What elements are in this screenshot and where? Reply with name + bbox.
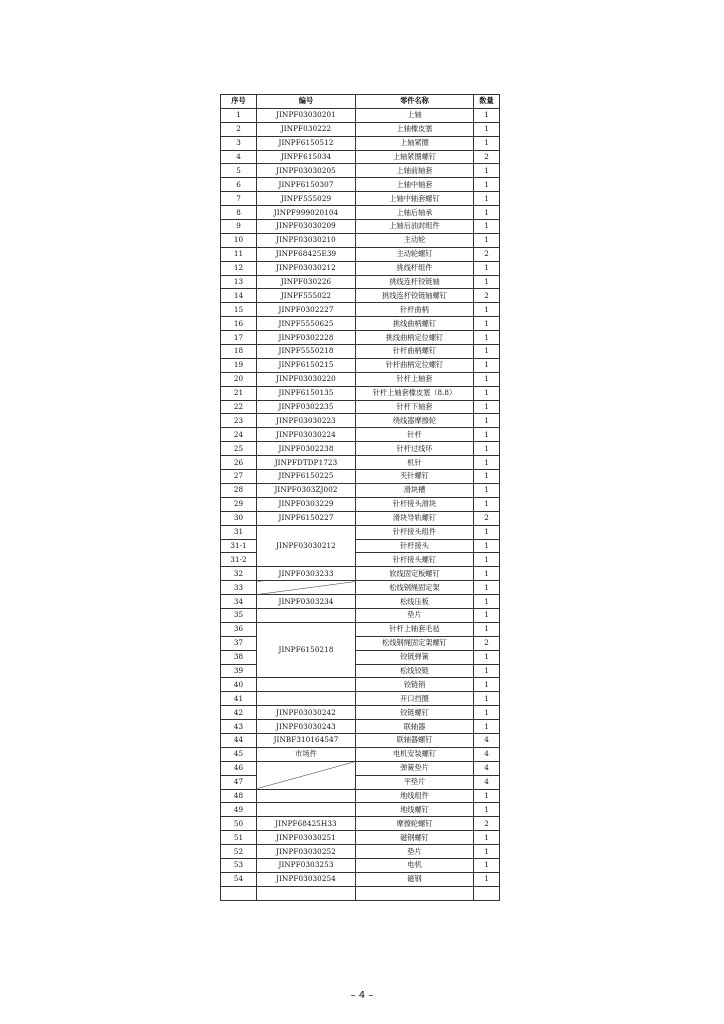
cell-part-name: 针杆下轴套 <box>356 400 474 414</box>
cell-code: JINPF0303234 <box>257 595 356 609</box>
cell-quantity: 1 <box>474 678 500 692</box>
cell-serial: 27 <box>221 470 257 484</box>
table-row <box>221 414 500 428</box>
cell-serial: 15 <box>221 303 257 317</box>
cell-part-name: 上轴紧圈 <box>356 136 474 150</box>
cell-code: JINPF03030252 <box>257 845 356 859</box>
cell-quantity: 4 <box>474 761 500 775</box>
cell-quantity: 4 <box>474 733 500 747</box>
table-header-row <box>221 95 500 109</box>
cell-serial: 30 <box>221 511 257 525</box>
cell-serial: 36 <box>221 622 257 636</box>
cell-part-name: 挑线曲柄定位螺钉 <box>356 331 474 345</box>
cell-quantity: 1 <box>474 275 500 289</box>
cell-code <box>257 608 356 622</box>
cell-part-name: 机针 <box>356 456 474 470</box>
cell-quantity: 1 <box>474 803 500 817</box>
table-row <box>221 164 500 178</box>
cell-part-name: 弹簧垫片 <box>356 761 474 775</box>
cell-code <box>257 678 356 692</box>
cell-quantity: 1 <box>474 456 500 470</box>
cell-quantity: 1 <box>474 622 500 636</box>
cell-code: JINPF030222 <box>257 122 356 136</box>
cell-quantity: 1 <box>474 178 500 192</box>
cell-serial: 39 <box>221 664 257 678</box>
table-row <box>221 372 500 386</box>
cell-serial: 42 <box>221 706 257 720</box>
cell-part-name: 针杆 <box>356 428 474 442</box>
cell-quantity: 1 <box>474 358 500 372</box>
cell-code: JINPF03030254 <box>257 872 356 886</box>
cell-serial: 19 <box>221 358 257 372</box>
cell-part-name: 上轴中轴套螺钉 <box>356 192 474 206</box>
cell-code <box>257 803 356 817</box>
cell-serial: 10 <box>221 233 257 247</box>
cell-quantity: 1 <box>474 233 500 247</box>
cell-code: JINPFDTDP1723 <box>257 456 356 470</box>
cell-quantity: 1 <box>474 664 500 678</box>
cell-quantity: 1 <box>474 706 500 720</box>
cell-serial: 40 <box>221 678 257 692</box>
cell-quantity: 2 <box>474 289 500 303</box>
cell-empty <box>221 886 257 900</box>
cell-code: JINPF03030212 <box>257 525 356 567</box>
table-row-empty <box>221 886 500 900</box>
cell-serial: 53 <box>221 858 257 872</box>
cell-code: JINPF6150225 <box>257 470 356 484</box>
cell-code: JINPF6150215 <box>257 358 356 372</box>
cell-part-name: 地线螺钉 <box>356 803 474 817</box>
cell-code: JINPF03030251 <box>257 831 356 845</box>
table-row <box>221 789 500 803</box>
cell-empty <box>257 886 356 900</box>
parts-list <box>220 94 499 901</box>
table-row <box>221 831 500 845</box>
cell-part-name: 磁钢螺钉 <box>356 831 474 845</box>
cell-quantity: 1 <box>474 831 500 845</box>
cell-quantity: 2 <box>474 636 500 650</box>
cell-serial: 22 <box>221 400 257 414</box>
cell-serial: 45 <box>221 747 257 761</box>
cell-quantity: 1 <box>474 400 500 414</box>
table-row <box>221 456 500 470</box>
cell-code: JINPF0302227 <box>257 303 356 317</box>
cell-quantity: 1 <box>474 261 500 275</box>
cell-part-name: 松线铰链 <box>356 664 474 678</box>
cell-code: JINPF03030212 <box>257 261 356 275</box>
cell-part-name: 松线钢绳固定架螺钉 <box>356 636 474 650</box>
cell-serial: 26 <box>221 456 257 470</box>
cell-code: JINPF6150307 <box>257 178 356 192</box>
cell-serial: 43 <box>221 720 257 734</box>
cell-quantity: 1 <box>474 497 500 511</box>
cell-quantity: 1 <box>474 192 500 206</box>
cell-part-name: 联轴器螺钉 <box>356 733 474 747</box>
cell-serial: 1 <box>221 108 257 122</box>
cell-serial: 16 <box>221 317 257 331</box>
cell-serial: 24 <box>221 428 257 442</box>
cell-serial: 17 <box>221 331 257 345</box>
cell-code: JINPF615034 <box>257 150 356 164</box>
cell-part-name: 松线钢绳固定架 <box>356 581 474 595</box>
cell-serial: 4 <box>221 150 257 164</box>
cell-code <box>257 789 356 803</box>
cell-part-name: 滑块导轨螺钉 <box>356 511 474 525</box>
cell-serial: 38 <box>221 650 257 664</box>
cell-quantity: 2 <box>474 817 500 831</box>
cell-part-name: 针杆上轴套 <box>356 372 474 386</box>
table-row <box>221 206 500 220</box>
cell-quantity: 1 <box>474 414 500 428</box>
cell-code: JINPF68425E39 <box>257 247 356 261</box>
cell-code: JINPF0303253 <box>257 858 356 872</box>
cell-serial: 20 <box>221 372 257 386</box>
table-row <box>221 567 500 581</box>
cell-part-name: 电机 <box>356 858 474 872</box>
cell-quantity: 1 <box>474 206 500 220</box>
cell-part-name: 上轴橡皮塞 <box>356 122 474 136</box>
cell-part-name: 夹针螺钉 <box>356 470 474 484</box>
cell-quantity: 1 <box>474 372 500 386</box>
cell-quantity: 1 <box>474 220 500 234</box>
cell-part-name: 铰链螺钉 <box>356 706 474 720</box>
cell-serial: 11 <box>221 247 257 261</box>
cell-quantity: 1 <box>474 720 500 734</box>
table-row <box>221 358 500 372</box>
cell-part-name: 针杆接头 <box>356 539 474 553</box>
cell-part-name: 针杆曲柄定位螺钉 <box>356 358 474 372</box>
cell-quantity: 1 <box>474 442 500 456</box>
cell-quantity: 1 <box>474 692 500 706</box>
cell-serial: 54 <box>221 872 257 886</box>
cell-quantity: 2 <box>474 511 500 525</box>
cell-quantity: 1 <box>474 650 500 664</box>
cell-code <box>257 692 356 706</box>
header-part-name: 零件名称 <box>356 95 474 109</box>
cell-quantity: 1 <box>474 108 500 122</box>
header-code: 编号 <box>257 95 356 109</box>
table-row <box>221 858 500 872</box>
cell-serial: 12 <box>221 261 257 275</box>
cell-part-name: 滑块槽 <box>356 483 474 497</box>
cell-code: JINPF5550625 <box>257 317 356 331</box>
table-row <box>221 720 500 734</box>
header-quantity: 数量 <box>474 95 500 109</box>
cell-part-name: 针杆曲柄 <box>356 303 474 317</box>
cell-code: 市场件 <box>257 747 356 761</box>
cell-quantity: 2 <box>474 247 500 261</box>
table-row <box>221 608 500 622</box>
table-row <box>221 108 500 122</box>
parts-table <box>220 94 500 901</box>
table-row <box>221 220 500 234</box>
cell-serial: 46 <box>221 761 257 775</box>
cell-serial: 31 <box>221 525 257 539</box>
cell-serial: 29 <box>221 497 257 511</box>
cell-part-name: 地线组件 <box>356 789 474 803</box>
cell-serial: 25 <box>221 442 257 456</box>
cell-serial: 18 <box>221 345 257 359</box>
cell-code: JINPF68425H33 <box>257 817 356 831</box>
cell-code: JINPF03030242 <box>257 706 356 720</box>
cell-part-name: 松线压板 <box>356 595 474 609</box>
cell-quantity: 4 <box>474 775 500 789</box>
cell-serial: 35 <box>221 608 257 622</box>
cell-part-name: 主动轮 <box>356 233 474 247</box>
cell-serial: 47 <box>221 775 257 789</box>
cell-code: JINPF5550218 <box>257 345 356 359</box>
cell-code: JINPF999020104 <box>257 206 356 220</box>
cell-serial: 48 <box>221 789 257 803</box>
cell-code: JINPF555029 <box>257 192 356 206</box>
cell-serial: 6 <box>221 178 257 192</box>
cell-part-name: 上轴中轴套 <box>356 178 474 192</box>
table-row <box>221 289 500 303</box>
table-row <box>221 150 500 164</box>
cell-serial: 32 <box>221 567 257 581</box>
cell-code: JINPF0302228 <box>257 331 356 345</box>
cell-quantity: 4 <box>474 747 500 761</box>
cell-code: JINPF03030243 <box>257 720 356 734</box>
cell-serial: 9 <box>221 220 257 234</box>
cell-part-name: 上轴后轴承 <box>356 206 474 220</box>
table-row <box>221 470 500 484</box>
table-row <box>221 247 500 261</box>
cell-part-name: 针杆曲柄螺钉 <box>356 345 474 359</box>
cell-part-name: 软线固定板螺钉 <box>356 567 474 581</box>
cell-code: JINPF0303233 <box>257 567 356 581</box>
cell-code: JINPF03030220 <box>257 372 356 386</box>
cell-serial: 33 <box>221 581 257 595</box>
header-serial: 序号 <box>221 95 257 109</box>
table-row <box>221 692 500 706</box>
cell-quantity: 1 <box>474 164 500 178</box>
table-row <box>221 136 500 150</box>
table-row <box>221 428 500 442</box>
cell-code <box>257 761 356 789</box>
cell-quantity: 1 <box>474 428 500 442</box>
table-row <box>221 192 500 206</box>
table-row <box>221 345 500 359</box>
cell-quantity: 1 <box>474 539 500 553</box>
cell-quantity: 1 <box>474 789 500 803</box>
cell-code: JINPF030226 <box>257 275 356 289</box>
table-row <box>221 483 500 497</box>
cell-part-name: 联轴器 <box>356 720 474 734</box>
cell-part-name: 磁钢 <box>356 872 474 886</box>
table-row <box>221 581 500 595</box>
cell-part-name: 主动轮螺钉 <box>356 247 474 261</box>
cell-quantity: 1 <box>474 331 500 345</box>
table-row <box>221 817 500 831</box>
cell-code: JINBF310164547 <box>257 733 356 747</box>
cell-quantity: 1 <box>474 525 500 539</box>
cell-quantity: 1 <box>474 567 500 581</box>
table-row <box>221 595 500 609</box>
cell-serial: 51 <box>221 831 257 845</box>
cell-code: JINPF6150227 <box>257 511 356 525</box>
cell-serial: 13 <box>221 275 257 289</box>
cell-serial: 3 <box>221 136 257 150</box>
cell-code: JINPF03030224 <box>257 428 356 442</box>
table-row <box>221 622 500 636</box>
cell-part-name: 针杆过线环 <box>356 442 474 456</box>
table-row <box>221 400 500 414</box>
cell-code: JINPF555022 <box>257 289 356 303</box>
table-row <box>221 275 500 289</box>
cell-quantity: 1 <box>474 317 500 331</box>
cell-quantity: 1 <box>474 581 500 595</box>
cell-quantity: 1 <box>474 303 500 317</box>
cell-part-name: 铰链弹簧 <box>356 650 474 664</box>
cell-code: JINPF0302235 <box>257 400 356 414</box>
table-row <box>221 317 500 331</box>
cell-serial: 21 <box>221 386 257 400</box>
table-row <box>221 497 500 511</box>
cell-quantity: 1 <box>474 858 500 872</box>
cell-quantity: 1 <box>474 845 500 859</box>
table-row <box>221 872 500 886</box>
cell-serial: 37 <box>221 636 257 650</box>
cell-part-name: 针杆上轴套毛毡 <box>356 622 474 636</box>
table-row <box>221 761 500 775</box>
cell-part-name: 上轴 <box>356 108 474 122</box>
cell-quantity: 1 <box>474 122 500 136</box>
cell-part-name: 上轴后油封组件 <box>356 220 474 234</box>
cell-part-name: 平垫片 <box>356 775 474 789</box>
cell-serial: 31-1 <box>221 539 257 553</box>
cell-serial: 5 <box>221 164 257 178</box>
cell-part-name: 挑线连杆铰链轴 <box>356 275 474 289</box>
cell-code: JINPF03030210 <box>257 233 356 247</box>
table-row <box>221 803 500 817</box>
cell-part-name: 垫片 <box>356 608 474 622</box>
cell-part-name: 上轴紧圈螺钉 <box>356 150 474 164</box>
cell-serial: 28 <box>221 483 257 497</box>
cell-part-name: 挑线杆组件 <box>356 261 474 275</box>
cell-code: JINPF03030223 <box>257 414 356 428</box>
cell-part-name: 挑线连杆铰链轴螺钉 <box>356 289 474 303</box>
cell-quantity: 1 <box>474 136 500 150</box>
cell-empty <box>474 886 500 900</box>
table-row <box>221 845 500 859</box>
page-number: – 4 – <box>350 990 374 1001</box>
cell-serial: 50 <box>221 817 257 831</box>
cell-part-name: 开口挡圈 <box>356 692 474 706</box>
cell-part-name: 针杆上轴套橡皮塞（8.8） <box>356 386 474 400</box>
table-row <box>221 233 500 247</box>
cell-serial: 34 <box>221 595 257 609</box>
cell-code: JINPF03030205 <box>257 164 356 178</box>
cell-code: JINPF6150512 <box>257 136 356 150</box>
cell-quantity: 1 <box>474 553 500 567</box>
table-row <box>221 747 500 761</box>
table-row <box>221 511 500 525</box>
cell-part-name: 电机安装螺钉 <box>356 747 474 761</box>
table-row <box>221 261 500 275</box>
cell-quantity: 1 <box>474 483 500 497</box>
cell-serial: 2 <box>221 122 257 136</box>
cell-code: JINPF0303229 <box>257 497 356 511</box>
table-row <box>221 706 500 720</box>
cell-code: JINPF6150218 <box>257 622 356 678</box>
cell-part-name: 针杆接头螺钉 <box>356 553 474 567</box>
cell-part-name: 垫片 <box>356 845 474 859</box>
cell-empty <box>356 886 474 900</box>
table-row <box>221 303 500 317</box>
cell-quantity: 2 <box>474 150 500 164</box>
cell-code: JINPF6150135 <box>257 386 356 400</box>
cell-code <box>257 581 356 595</box>
cell-serial: 7 <box>221 192 257 206</box>
cell-serial: 14 <box>221 289 257 303</box>
cell-code: JINPF0303ZJ002 <box>257 483 356 497</box>
cell-quantity: 1 <box>474 872 500 886</box>
table-row <box>221 178 500 192</box>
cell-quantity: 1 <box>474 470 500 484</box>
cell-code: JINPF03030209 <box>257 220 356 234</box>
table-row <box>221 733 500 747</box>
cell-code: JINPF0302238 <box>257 442 356 456</box>
cell-code: JINPF03030201 <box>257 108 356 122</box>
cell-part-name: 摩擦轮螺钉 <box>356 817 474 831</box>
cell-serial: 41 <box>221 692 257 706</box>
cell-serial: 31-2 <box>221 553 257 567</box>
cell-quantity: 1 <box>474 345 500 359</box>
cell-part-name: 针杆接头滑块 <box>356 497 474 511</box>
table-body <box>221 108 500 900</box>
cell-serial: 52 <box>221 845 257 859</box>
cell-quantity: 1 <box>474 595 500 609</box>
table-row <box>221 678 500 692</box>
table-row <box>221 386 500 400</box>
cell-serial: 49 <box>221 803 257 817</box>
table-row <box>221 331 500 345</box>
table-row <box>221 525 500 539</box>
table-row <box>221 122 500 136</box>
cell-part-name: 绕线器摩擦轮 <box>356 414 474 428</box>
cell-part-name: 针杆接头组件 <box>356 525 474 539</box>
cell-serial: 23 <box>221 414 257 428</box>
cell-quantity: 1 <box>474 386 500 400</box>
cell-serial: 8 <box>221 206 257 220</box>
table-row <box>221 442 500 456</box>
cell-serial: 44 <box>221 733 257 747</box>
cell-part-name: 上轴前轴套 <box>356 164 474 178</box>
cell-quantity: 1 <box>474 608 500 622</box>
cell-part-name: 铰链销 <box>356 678 474 692</box>
cell-part-name: 挑线曲柄螺钉 <box>356 317 474 331</box>
